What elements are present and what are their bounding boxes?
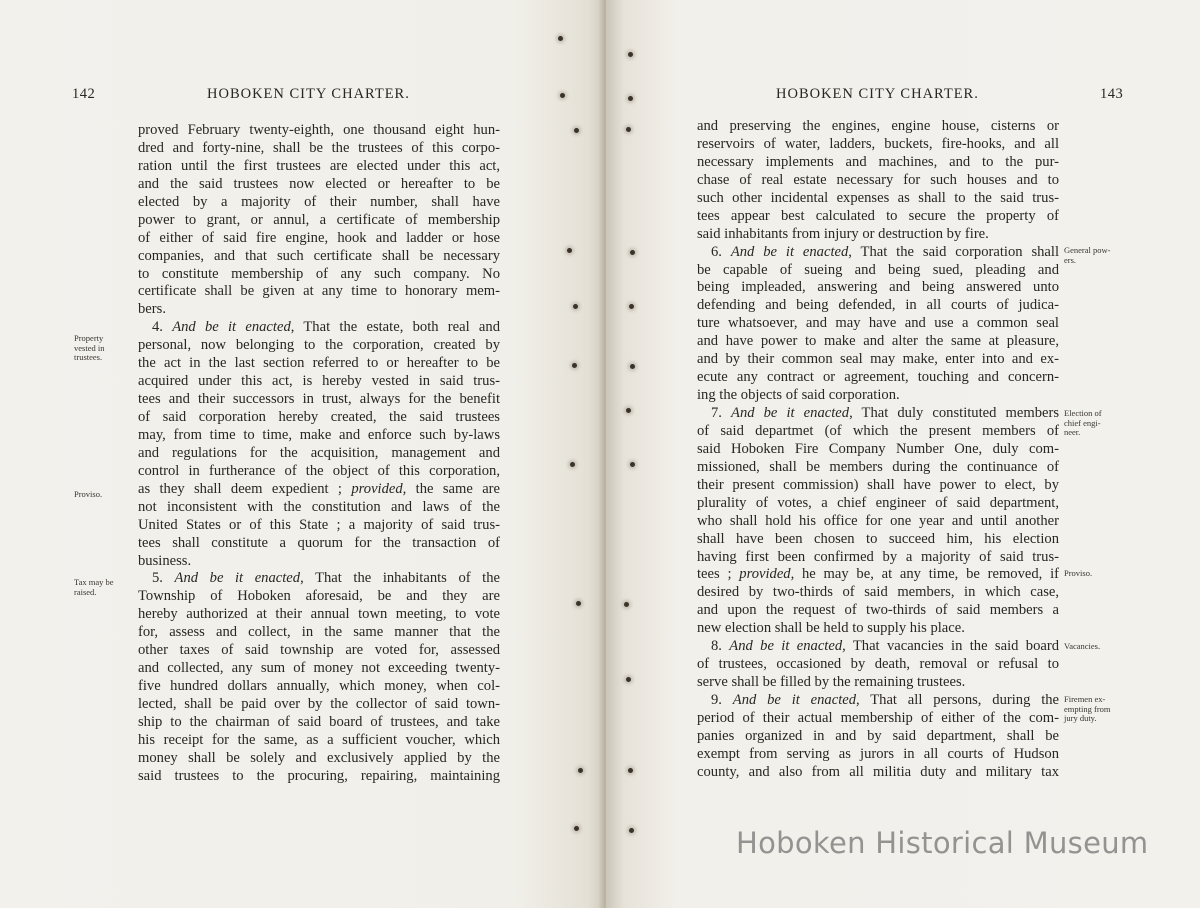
text-line: tees ; provided, he may be, at any time, be removed, if bbox=[697, 566, 1059, 583]
text-line: desired by two-thirds of said members, in which case, bbox=[697, 584, 1059, 601]
margin-note-line: Election of bbox=[1064, 408, 1102, 418]
text-line: may, from time to time, make and enforce such by-laws bbox=[138, 426, 500, 443]
running-head: HOBOKEN CITY CHARTER. bbox=[776, 86, 979, 102]
text-line: as they shall deem expedient ; provided, the same are bbox=[138, 480, 501, 497]
margin-note-proviso bbox=[74, 490, 102, 500]
binding-hole bbox=[626, 408, 631, 413]
margin-note-general-powers bbox=[1064, 246, 1111, 265]
text-line: 9. And be it enacted, That all persons, during the bbox=[711, 692, 1060, 708]
margin-note-election-chief-engineer bbox=[1064, 409, 1102, 438]
text-line: hereby authorized at their annual town meeting, to vote bbox=[138, 606, 500, 623]
text-line: defending and being defended, in all courts of judica- bbox=[697, 297, 1059, 314]
binding-hole bbox=[570, 462, 575, 467]
text-line: certificate shall be given at any time to honorary mem- bbox=[138, 283, 500, 300]
text-line: 8. And be it enacted, That vacancies in the said board bbox=[711, 638, 1059, 655]
text-line: and collected, any sum of money not exceeding twenty- bbox=[138, 660, 500, 677]
text-line: ration until the first trustees are elected under this act, bbox=[138, 157, 500, 174]
text-line: 4. And be it enacted, That the estate, both real and bbox=[152, 319, 500, 336]
binding-hole bbox=[574, 826, 579, 831]
binding-hole bbox=[629, 828, 634, 833]
text-line: United States or of this State ; a majority of said trus- bbox=[138, 516, 500, 533]
margin-note-line: Firemen ex- bbox=[1064, 694, 1106, 704]
text-line: tees and their successors in trust, always for the benefit bbox=[138, 391, 500, 408]
text-line: personal, now belonging to the corporation, created by bbox=[138, 337, 500, 354]
margin-note-line: chief engi- bbox=[1064, 417, 1101, 428]
margin-note-property-vested bbox=[74, 334, 104, 363]
text-line: such other incidental expenses as shall to the said trus- bbox=[697, 189, 1059, 206]
binding-hole bbox=[630, 462, 635, 467]
left-body-text bbox=[138, 122, 500, 786]
text-line: not inconsistent with the constitution and laws of the bbox=[138, 498, 500, 515]
text-line: 5. And be it enacted, That the inhabitants of the bbox=[152, 570, 501, 587]
text-line: and the said trustees now elected or hereafter to be bbox=[138, 175, 500, 192]
text-line: exempt from serving as jurors in all courts of Hudson bbox=[697, 745, 1059, 762]
text-line: for, assess and collect, in the same manner that the bbox=[138, 624, 500, 641]
text-line: necessary implements and machines, and to the pur- bbox=[697, 153, 1059, 170]
margin-note-line: empting from bbox=[1064, 703, 1111, 714]
binding-hole bbox=[578, 768, 583, 773]
text-line: companies, and that such certificate shall be necessary bbox=[138, 247, 500, 264]
text-line: of said departmet (of which the present members of bbox=[697, 422, 1059, 439]
right-page-header bbox=[606, 86, 1200, 110]
margin-note-line: General pow- bbox=[1064, 245, 1111, 255]
text-line: and have power to make and alter the same at pleasure, bbox=[697, 333, 1059, 350]
text-line: elected by a majority of their number, shall have bbox=[138, 193, 500, 210]
text-line: be capable of sueing and being sued, pleading and bbox=[697, 261, 1059, 278]
text-line: ture whatsoever, and may have and use a common seal bbox=[697, 315, 1059, 332]
text-line: and upon the request of two-thirds of said members a bbox=[697, 602, 1059, 619]
binding-hole bbox=[576, 601, 581, 606]
text-line: their present commission) shall have power to elect, by bbox=[697, 476, 1059, 493]
binding-hole bbox=[626, 127, 631, 132]
text-line: control in furtherance of the object of this corporation, bbox=[138, 462, 500, 479]
text-line: 6. And be it enacted, That the said corporation shall bbox=[711, 243, 1060, 260]
text-line: power to grant, or annul, a certificate of membership bbox=[138, 211, 500, 228]
margin-note-line: jury duty. bbox=[1064, 713, 1097, 723]
text-line: the act in the last section referred to or hereafter to be bbox=[138, 355, 500, 372]
margin-note-line: ers. bbox=[1064, 254, 1077, 265]
text-line: of trustees, occasioned by death, removal or refusal to bbox=[697, 656, 1059, 673]
text-line: said inhabitants from injury or destruction by fire. bbox=[697, 225, 989, 242]
binding-hole bbox=[628, 52, 633, 57]
margin-note-line: Tax may be bbox=[74, 577, 114, 587]
text-line: panies organized in and by said department, shall be bbox=[697, 727, 1059, 744]
margin-note-line: neer. bbox=[1064, 427, 1081, 437]
text-line: ship to the chairman of said board of trustees, and take bbox=[138, 713, 500, 730]
binding-hole bbox=[630, 364, 635, 369]
text-line: business. bbox=[138, 552, 192, 569]
text-line: serve shall be filled by the remaining trustees. bbox=[697, 674, 966, 691]
text-line: acquired under this act, is hereby vested in said trus- bbox=[138, 373, 500, 390]
margin-note-tax-raised bbox=[74, 578, 114, 597]
margin-note-vacancies bbox=[1064, 642, 1100, 652]
binding-hole bbox=[567, 248, 572, 253]
text-line: lected, shall be paid over by the collector of said town- bbox=[138, 696, 500, 712]
text-line: county, and also from all militia duty and military tax bbox=[697, 763, 1059, 780]
margin-note-line: trustees. bbox=[74, 352, 103, 362]
text-line: proved February twenty-eighth, one thousand eight hun- bbox=[138, 122, 500, 138]
text-line: other taxes of said township are voted for, assessed bbox=[138, 642, 500, 659]
text-line: being impleaded, answering and being answered unto bbox=[697, 279, 1059, 296]
binding-hole bbox=[626, 677, 631, 682]
margin-note-line: Proviso. bbox=[74, 489, 103, 499]
text-line: ecute any contract or agreement, touching and concern- bbox=[697, 369, 1059, 386]
binding-hole bbox=[573, 304, 578, 309]
page-number: 143 bbox=[1100, 86, 1124, 102]
margin-note-line: Property bbox=[74, 333, 104, 343]
text-line: dred and forty-nine, shall be the trustees of this corpo- bbox=[138, 139, 500, 156]
text-line: missioned, shall be members during the continuance of bbox=[697, 458, 1059, 475]
text-line: period of their actual membership of either of the com- bbox=[697, 709, 1059, 726]
margin-note-line: Proviso. bbox=[1064, 568, 1093, 578]
binding-hole bbox=[628, 768, 633, 773]
text-line: tees appear best calculated to secure the property of bbox=[697, 207, 1059, 224]
text-line: money shall be solely and exclusively applied by the bbox=[138, 749, 500, 766]
text-line: tees shall constitute a quorum for the transaction of bbox=[138, 534, 500, 551]
text-line: of either of said fire engine, hook and ladder or hose bbox=[138, 229, 500, 246]
binding-hole bbox=[624, 602, 629, 607]
text-line: reservoirs of water, ladders, buckets, fire-hooks, and all bbox=[697, 135, 1059, 152]
text-line: shall have been chosen to succeed him, his election bbox=[697, 530, 1059, 547]
margin-note-line: vested in bbox=[74, 342, 105, 353]
page-number: 142 bbox=[72, 86, 96, 102]
margin-note-firemen-jury-duty bbox=[1064, 695, 1111, 724]
binding-hole bbox=[630, 250, 635, 255]
running-head: HOBOKEN CITY CHARTER. bbox=[207, 86, 410, 102]
left-page-header bbox=[0, 86, 606, 110]
text-line: who shall hold his office for one year and until another bbox=[697, 512, 1059, 529]
margin-note-proviso bbox=[1064, 569, 1092, 579]
binding-hole bbox=[572, 363, 577, 368]
text-line: and regulations for the acquisition, management and bbox=[138, 444, 500, 461]
text-line: new election shall be held to supply his place. bbox=[697, 620, 965, 637]
text-line: said trustees to the procuring, repairing, maintaining bbox=[138, 767, 500, 784]
text-line: having first been confirmed by a majority of said trus- bbox=[697, 548, 1059, 565]
text-line: and by their common seal may make, enter into and ex- bbox=[697, 351, 1059, 368]
right-page bbox=[606, 0, 1200, 908]
text-line: said Hoboken Fire Company Number One, duly com- bbox=[697, 440, 1059, 457]
text-line: bers. bbox=[138, 301, 166, 318]
text-line: Township of Hoboken aforesaid, be and they are bbox=[138, 588, 500, 605]
text-line: ing the objects of said corporation. bbox=[697, 387, 900, 404]
margin-note-line: raised. bbox=[74, 586, 97, 597]
binding-hole bbox=[558, 36, 563, 41]
text-line: five hundred dollars annually, which money, when col- bbox=[138, 678, 500, 695]
binding-hole bbox=[628, 96, 633, 101]
text-line: his receipt for the same, as a sufficient voucher, which bbox=[138, 731, 500, 748]
text-line: of said corporation hereby created, the said trustees bbox=[138, 409, 500, 425]
binding-hole bbox=[629, 304, 634, 309]
text-line: and preserving the engines, engine house, cisterns or bbox=[697, 118, 1059, 134]
text-line: to constitute membership of any such company. No bbox=[138, 265, 500, 282]
right-body-text bbox=[697, 118, 1059, 782]
watermark: Hoboken Historical Museum bbox=[736, 826, 1149, 860]
text-line: 7. And be it enacted, That duly constituted members bbox=[711, 405, 1060, 421]
binding-hole bbox=[574, 128, 579, 133]
text-line: plurality of votes, a chief engineer of said department, bbox=[697, 494, 1059, 511]
text-line: chase of real estate necessary for such houses and to bbox=[697, 171, 1059, 188]
margin-note-line: Vacancies. bbox=[1064, 641, 1101, 651]
binding-hole bbox=[560, 93, 565, 98]
